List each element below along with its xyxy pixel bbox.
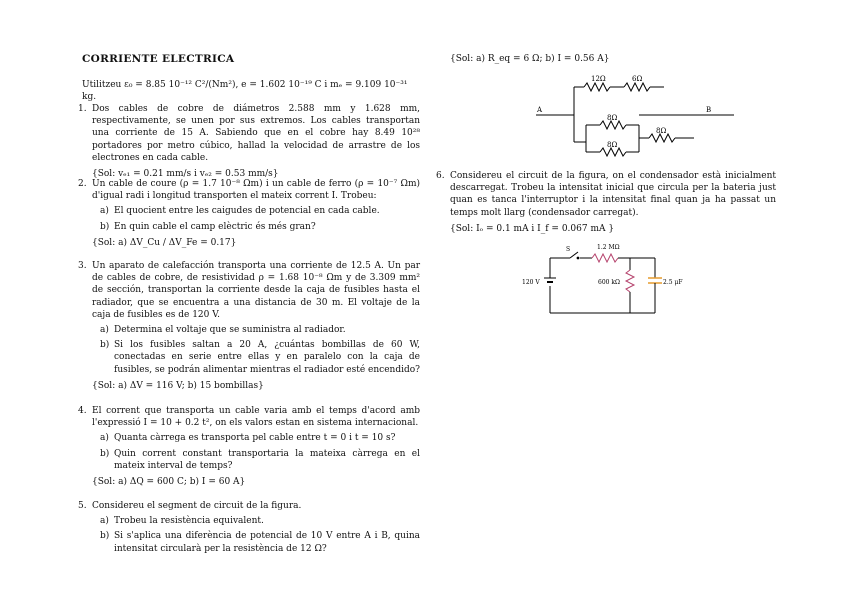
subquestion-label: a): [100, 433, 109, 444]
subquestion-label: b): [100, 340, 110, 351]
subquestion-label: a): [100, 206, 109, 217]
subquestion-b: [92, 530, 420, 554]
circuit-diagram-rc: [520, 238, 700, 318]
subquestion-text: Si los fusibles saltan a 20 A, ¿cuántas bombillas de 60 W, conectadas en serie entre ellas y en paralelo con la caja de fusibles, se podrán alimentar mientras el radiador esté encendido?: [114, 340, 420, 375]
switch-label: S: [566, 246, 571, 253]
subquestion-a: [92, 515, 420, 527]
subquestion-a: [92, 324, 420, 336]
resistor-label: 8Ω: [607, 114, 618, 122]
subquestion-label: a): [100, 516, 109, 527]
solution: {Sol: Iₒ = 0.1 mA i I_f = 0.067 mA }: [450, 223, 615, 234]
question-number: 1.: [78, 104, 87, 114]
resistor-label: 6Ω: [632, 75, 643, 83]
question-number: 3.: [78, 261, 87, 271]
question-number: 5.: [78, 501, 87, 511]
question-number: 4.: [78, 406, 87, 416]
resistor-label: 12Ω: [591, 75, 606, 83]
question-number: 2.: [78, 179, 87, 189]
subquestion-text: El quocient entre les caigudes de potencial en cada cable.: [114, 206, 380, 217]
question-3: [78, 260, 420, 392]
subquestion-b: [92, 339, 420, 376]
page-title: CORRIENTE ELECTRICA: [82, 53, 235, 65]
question-5: [78, 500, 420, 555]
resistor-8-ohm-right: [649, 134, 675, 142]
subquestion-text: Si s'aplica una diferència de potencial de 10 V entre A i B, quina intensitat circularà per la resistència de 12 Ω?: [114, 531, 420, 554]
question-4: [78, 405, 420, 488]
solution: {Sol: a) ΔV_Cu / ΔV_Fe = 0.17}: [92, 237, 237, 248]
resistor-6-ohm: [624, 83, 650, 91]
resistor-8-ohm-bottom: [600, 148, 626, 156]
battery-label: 120 V: [522, 279, 540, 286]
node-a-label: A: [537, 106, 543, 114]
subquestion-a: [92, 432, 420, 444]
capacitor-label: 2.5 μF: [663, 279, 683, 286]
resistor-12-ohm: [584, 83, 610, 91]
question-text: Un cable de coure (ρ = 1.7 10⁻⁸ Ωm) i un cable de ferro (ρ = 10⁻⁷ Ωm) d'igual radi i longitud transporten el mateix corrent I. Trobeu:: [92, 179, 420, 202]
switch-lever: [570, 252, 578, 258]
resistor-series-label: 1.2 MΩ: [597, 244, 620, 251]
question-2: [78, 178, 420, 249]
resistor-1-2-mohm: [592, 254, 618, 262]
subquestion-text: Trobeu la resistència equivalent.: [114, 516, 264, 527]
question-text: Considereu el segment de circuit de la figura.: [92, 501, 302, 511]
switch-contact: [577, 257, 580, 260]
question-text: Considereu el circuit de la figura, on el condensador està inicialment descarregat. Trobeu la intensitat inicial que circula per la bateria just quan es tanca l'interruptor i la intensitat final quan ja ha passat un temps molt llarg (condensador carregat).: [450, 171, 776, 218]
subquestion-text: Quin corrent constant transportaria la mateixa càrrega en el mateix interval de temps?: [114, 448, 420, 471]
resistor-parallel-label: 600 kΩ: [598, 279, 620, 286]
resistor-8-ohm-mid: [600, 121, 626, 129]
question-6: [436, 170, 776, 235]
resistor-600-kohm: [626, 270, 634, 292]
subquestion-label: a): [100, 325, 109, 336]
solution: {Sol: a) ΔQ = 600 C; b) I = 60 A}: [92, 477, 246, 488]
question-text: Dos cables de cobre de diámetros 2.588 mm y 1.628 mm, respectivamente, se unen por sus extremos. Los cables transportan una corriente de 15 A. Sabiendo que en el cobre hay 8.49 10²⁸ portadores por metro cúbico, hallad la velocidad de arrastre de los electrones en cada cable.: [92, 104, 420, 163]
subquestion-label: b): [100, 531, 110, 542]
question-1: [78, 103, 420, 180]
subquestion-label: b): [100, 221, 110, 232]
subquestion-text: En quin cable el camp elèctric és més gran?: [114, 221, 316, 232]
question-text: El corrent que transporta un cable varia amb el temps d'acord amb l'expressió I = 10 + 0.2 t², on els valors estan en sistema internacional.: [92, 406, 420, 429]
circuit-diagram-resistors: [534, 72, 754, 160]
solution: {Sol: a) ΔV = 116 V; b) 15 bombillas}: [92, 380, 264, 391]
subquestion-label: b): [100, 448, 110, 459]
subquestion-text: Determina el voltaje que se suministra al radiador.: [114, 325, 346, 336]
solution: {Sol: vₑ₁ = 0.21 mm/s i vₑ₂ = 0.53 mm/s}: [92, 169, 279, 180]
subquestion-b: [92, 221, 420, 233]
subquestion-text: Quanta càrrega es transporta pel cable entre t = 0 i t = 10 s?: [114, 433, 396, 444]
subquestion-b: [92, 448, 420, 472]
resistor-label: 8Ω: [656, 127, 667, 135]
solution-q5: {Sol: a) R_eq = 6 Ω; b) I = 0.56 A}: [450, 54, 610, 64]
subquestion-a: [92, 205, 420, 217]
constants-line: Utilitzeu ε₀ = 8.85 10⁻¹² C²/(Nm²), e = 1.602 10⁻¹⁹ C i mₑ = 9.109 10⁻³¹ kg.: [82, 80, 408, 103]
question-number: 6.: [436, 171, 445, 181]
question-text: Un aparato de calefacción transporta una corriente de 12.5 A. Un par de cables de cobre, de resistividad ρ = 1.68 10⁻⁸ Ωm y de 3.309 mm² de sección, transportan la corriente desde la caja de fusibles hasta el radiador, que se encuentra a una distancia de 30 m. El voltaje de la caja de fusibles es de 120 V.: [92, 261, 420, 320]
node-b-label: B: [706, 106, 712, 114]
resistor-label: 8Ω: [607, 141, 618, 149]
